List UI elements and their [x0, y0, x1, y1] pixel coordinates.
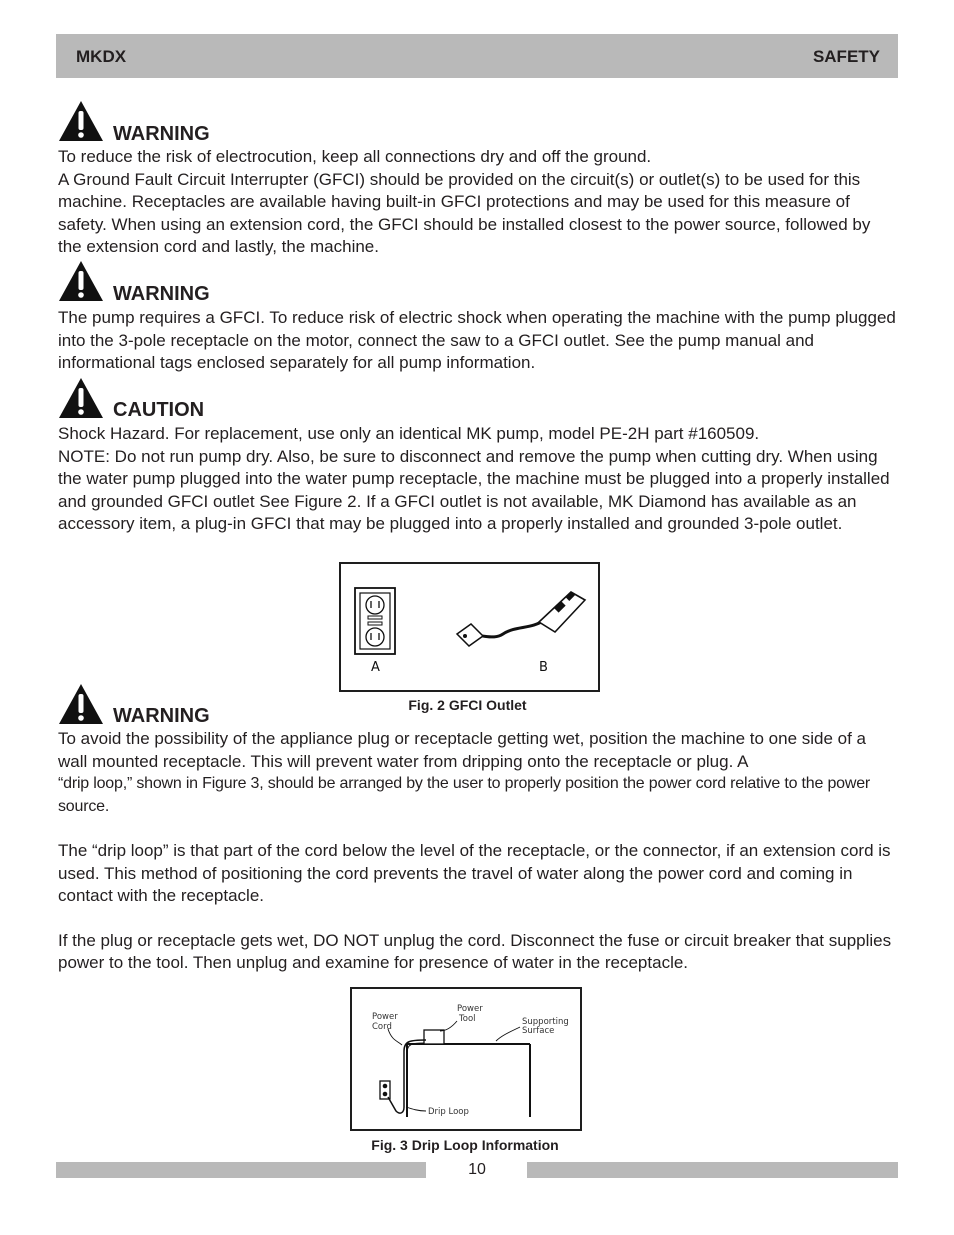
- outlet-label-b: B: [539, 660, 548, 675]
- warning-triangle-icon: [58, 100, 104, 142]
- section-paragraph: NOTE: Do not run pump dry. Also, be sure to disconnect and remove the pump when cutting dry. When using the water pump plugged into the water pump receptacle, the machine must be plugged into a properly installed and grounded GFCI outlet See Figure 2. If a GFCI outlet is not available, MK Diamond has available as an accessory item, a plug-in GFCI that may be plugged into a properly installed and grounded 3-pole outlet.: [58, 446, 890, 533]
- power-tool-label: Power: [457, 1004, 483, 1014]
- header-model: MKDX: [76, 47, 127, 66]
- warning-triangle-icon: [58, 683, 104, 725]
- supporting-surface-label: Surface: [522, 1026, 555, 1036]
- section-title: CAUTION: [113, 399, 205, 421]
- section-title: WARNING: [113, 123, 210, 145]
- section-paragraph: If the plug or receptacle gets wet, DO NOT unplug the cord. Disconnect the fuse or circuit breaker that supplies power to the tool. Then unplug and examine for presence of water in the receptacle.: [58, 930, 892, 972]
- drip-loop-illustration: [352, 989, 580, 1129]
- page-number: 10: [468, 1161, 486, 1178]
- drip-loop-label: Drip Loop: [428, 1107, 469, 1117]
- section-paragraph: “drip loop,” shown in Figure 3, should be arranged by the user to properly position the power cord relative to the power source.: [58, 775, 871, 815]
- footer-bar-left: [56, 1162, 426, 1178]
- section-title: WARNING: [113, 705, 210, 727]
- warning-section-1: [58, 100, 898, 259]
- outlet-label-a: A: [371, 660, 380, 675]
- gfci-outlet-figure: [339, 562, 600, 692]
- power-tool-label: Tool: [459, 1014, 476, 1024]
- drip-loop-figure: [350, 987, 582, 1131]
- warning-section-3: [58, 683, 898, 975]
- figure-2-caption: Fig. 2 GFCI Outlet: [408, 697, 527, 713]
- caution-triangle-icon: [58, 377, 104, 419]
- section-paragraph: To avoid the possibility of the appliance plug or receptacle getting wet, position the machine to one side of a wall mounted receptacle. This will prevent water from dripping onto the receptacle or plug. A: [58, 729, 867, 771]
- warning-triangle-icon: [58, 260, 104, 302]
- footer-bar-right: [527, 1162, 898, 1178]
- section-paragraph: The “drip loop” is that part of the cord below the level of the receptacle, or the connector, if an extension cord is used. This method of positioning the cord prevents the travel of water along the power cord and coming in contact with the receptacle.: [58, 841, 891, 905]
- figure-3-caption: Fig. 3 Drip Loop Information: [371, 1137, 559, 1153]
- section-paragraph: To reduce the risk of electrocution, keep all connections dry and off the ground.: [58, 147, 652, 166]
- section-paragraph: A Ground Fault Circuit Interrupter (GFCI) should be provided on the circuit(s) or outlet(s) to be used for this machine. Receptacles are available having built-in GFCI protections and may be used for this measure of safety. When using an extension cord, the GFCI should be installed closest to the power source, followed by the extension cord and lastly, the machine.: [58, 169, 871, 256]
- power-cord-label: Cord: [372, 1022, 392, 1032]
- page-header: [56, 34, 898, 78]
- header-section: SAFETY: [812, 47, 880, 66]
- gfci-outlet-illustration: [341, 564, 598, 690]
- supporting-surface-label: Supporting: [522, 1017, 569, 1027]
- warning-section-2: [58, 260, 898, 375]
- section-paragraph: The pump requires a GFCI. To reduce risk of electric shock when operating the machine with the pump plugged into the 3-pole receptacle on the motor, connect the saw to a GFCI outlet. See the pump manual and informational tags enclosed separately for all pump information.: [58, 308, 896, 372]
- section-title: WARNING: [113, 283, 210, 305]
- caution-section: [58, 377, 898, 536]
- section-paragraph: Shock Hazard. For replacement, use only an identical MK pump, model PE-2H part #160509.: [58, 424, 760, 443]
- power-cord-label: Power: [372, 1012, 398, 1022]
